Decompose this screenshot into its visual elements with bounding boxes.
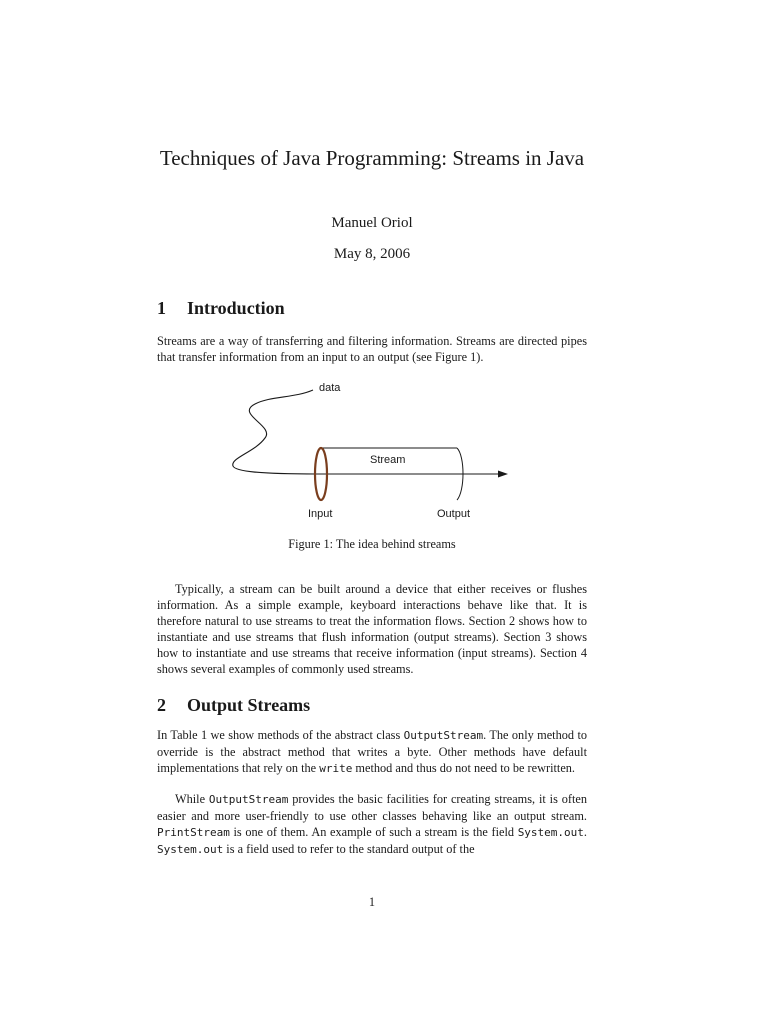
- code-system-out: System.out: [517, 826, 584, 839]
- section-heading-output-streams: [157, 695, 310, 716]
- stream-diagram: [225, 376, 515, 524]
- figure-caption: Figure 1: The idea behind streams: [288, 537, 456, 551]
- label-output: Output: [437, 508, 471, 520]
- document-title: Techniques of Java Programming: Streams in Java: [159, 146, 585, 170]
- after-figure-paragraph: Typically, a stream can be built around a device that either receives or flushes information. As a simple example, keyboard interactions behave like that. It is therefore natural to use streams to treat the information flows. Section 2 shows how to instantiate and use streams that flush information (output streams). Section 3 shows how to instantiate and use streams that receive information (input streams). Section 4 shows several examples of commonly used streams.: [157, 582, 587, 676]
- stream-figure: [225, 376, 515, 524]
- section-title: Introduction: [187, 298, 285, 318]
- code-outputstream: OutputStream: [403, 729, 484, 742]
- section-number: 1: [157, 298, 166, 318]
- label-input: Input: [308, 508, 333, 520]
- document-date: May 8, 2006: [333, 246, 411, 262]
- text-run: .: [583, 825, 587, 839]
- text-run: In Table 1 we show methods of the abstract class: [157, 728, 404, 742]
- text-run: method and thus do not need to be rewritten.: [352, 761, 576, 775]
- code-outputstream: OutputStream: [208, 793, 289, 806]
- document-author: Manuel Oriol: [331, 215, 413, 231]
- text-run: is a field used to refer to the standard output of the: [223, 842, 475, 856]
- data-curve: [233, 390, 317, 474]
- text-run: . The only method to override is the abstract method that writes a byte. Other methods have default implementations that rely on the: [157, 728, 588, 775]
- section-number: 2: [157, 695, 166, 715]
- output-streams-paragraph-1: [157, 727, 587, 777]
- text-run: While: [175, 792, 209, 806]
- code-system-out: System.out: [157, 843, 224, 856]
- intro-paragraph: Streams are a way of transferring and filtering information. Streams are directed pipes that transfer information from an input to an output (see Figure 1).: [157, 334, 587, 364]
- page-number: 1: [368, 895, 376, 909]
- label-stream: Stream: [370, 454, 406, 466]
- output-streams-paragraph-2: [157, 791, 587, 858]
- code-printstream: PrintStream: [157, 826, 230, 839]
- arrow-head: [498, 471, 508, 478]
- section-heading-introduction: [157, 298, 285, 319]
- section-title: Output Streams: [187, 695, 311, 715]
- text-run: provides the basic facilities for creating streams, it is often easier and more user-friendly to use other classes behaving like an output stream.: [157, 792, 587, 823]
- label-data: data: [319, 382, 341, 394]
- code-write: write: [319, 762, 353, 775]
- text-run: is one of them. An example of such a stream is the field: [229, 825, 518, 839]
